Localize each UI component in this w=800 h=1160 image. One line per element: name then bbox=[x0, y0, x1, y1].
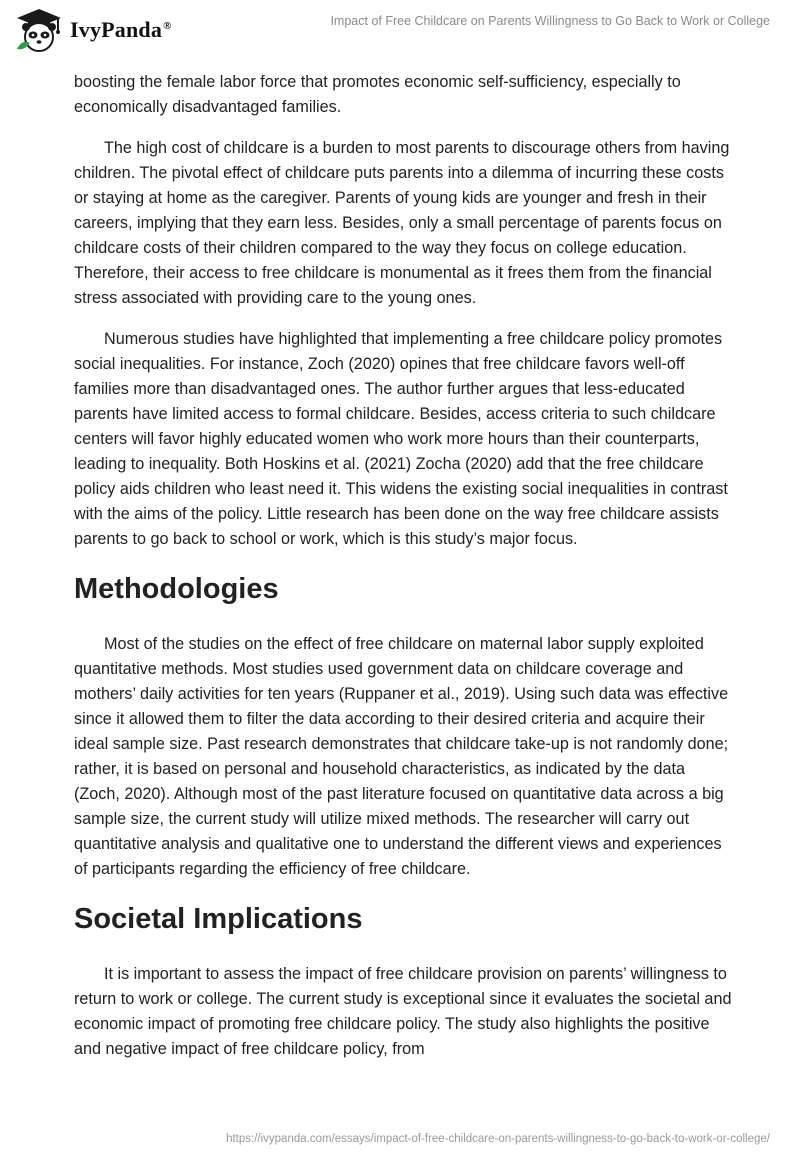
logo[interactable] bbox=[14, 7, 172, 53]
panda-graduate-icon bbox=[14, 7, 64, 53]
paragraph: boosting the female labor force that promotes economic self-sufficiency, especially to economically disadvantaged families. bbox=[74, 73, 681, 116]
document-title: Impact of Free Childcare on Parents Willingness to Go Back to Work or College bbox=[330, 14, 770, 28]
section-heading-methodologies: Methodologies bbox=[74, 573, 279, 605]
page-header bbox=[0, 0, 800, 62]
paragraph: Most of the studies on the effect of free childcare on maternal labor supply exploited quantitative methods. Most studies used government data on childcare coverage and mothers’ daily activities for ten years (Ruppaner et al., 2019). Using such data was effective since it allowed them to filter the data according to their desired criteria and acquire their ideal sample size. Past research demonstrates that childcare take-up is not randomly done; rather, it is based on personal and household characteristics, as indicated by the data (Zoch, 2020). Although most of the past literature focused on quantitative data across a big sample size, the current study will utilize mixed methods. The researcher will carry out quantitative analysis and qualitative one to understand the different views and experiences of participants regarding the efficiency of free childcare. bbox=[74, 635, 729, 878]
source-url[interactable]: https://ivypanda.com/essays/impact-of-free-childcare-on-parents-willingness-to-go-back-to-work-or-college/ bbox=[226, 1133, 770, 1145]
section-heading-societal-implications: Societal Implications bbox=[74, 903, 363, 935]
paragraph: The high cost of childcare is a burden to most parents to discourage others from having children. The pivotal effect of childcare puts parents into a dilemma of incurring these costs or staying at home as the caregiver. Parents of young kids are younger and fresh in their careers, implying that they earn less. Besides, only a small percentage of parents focus on childcare costs of their children compared to the way they focus on college education. Therefore, their access to free childcare is monumental as it frees them from the financial stress associated with providing care to the young ones. bbox=[74, 139, 730, 307]
paragraph: It is important to assess the impact of free childcare provision on parents’ willingness to return to work or college. The current study is exceptional since it evaluates the societal and economic impact of promoting free childcare policy. The study also highlights the positive and negative impact of free childcare policy, from bbox=[74, 965, 732, 1058]
essay-content bbox=[74, 70, 734, 1078]
paragraph: Numerous studies have highlighted that implementing a free childcare policy promotes social inequalities. For instance, Zoch (2020) opines that free childcare favors well-off families more than disadvantaged ones. The author further argues that less-educated parents have limited access to formal childcare. Besides, access criteria to such childcare centers will favor highly educated women who work more hours than their counterparts, leading to inequality. Both Hoskins et al. (2021) Zocha (2020) add that the free childcare policy aids children who least need it. This widens the existing social inequalities in contrast with the aims of the policy. Little research has been done on the way free childcare assists parents to go back to school or work, which is this study’s major focus. bbox=[74, 330, 728, 548]
brand-name: IvyPanda® bbox=[70, 17, 172, 42]
